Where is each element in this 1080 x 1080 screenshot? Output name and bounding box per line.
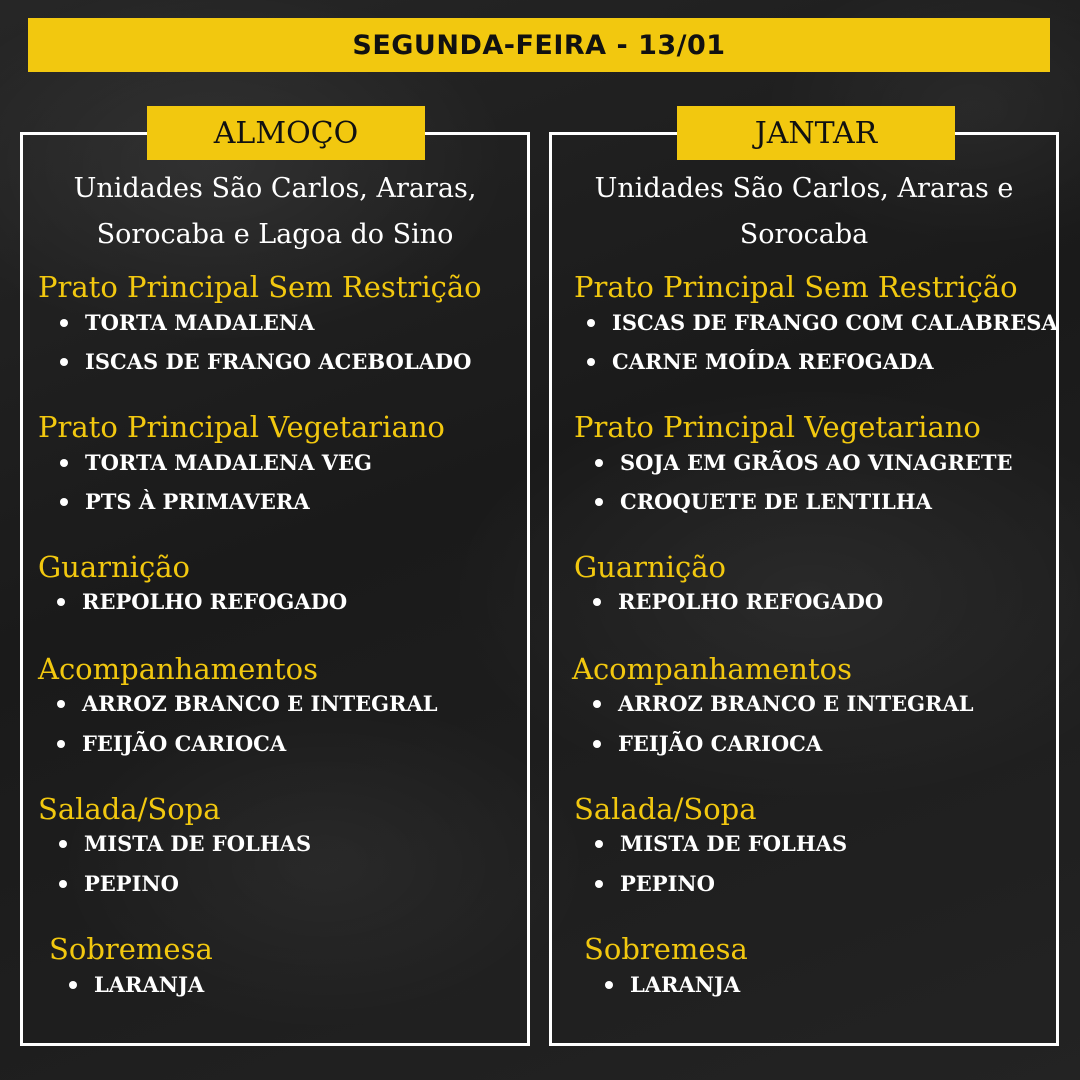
lunch-salad-item: MISTA DE FOLHAS xyxy=(59,831,311,857)
lunch-title: ALMOÇO xyxy=(147,106,425,160)
dinner-veg-item: CROQUETE DE LENTILHA xyxy=(595,489,932,515)
dinner-acc-item: ARROZ BRANCO E INTEGRAL xyxy=(593,691,974,717)
dinner-acc-item: FEIJÃO CARIOCA xyxy=(593,731,822,757)
lunch-dessert-heading: Sobremesa xyxy=(49,932,213,966)
lunch-units xyxy=(20,166,530,258)
lunch-acc-heading: Acompanhamentos xyxy=(38,652,318,686)
dinner-salad-item: PEPINO xyxy=(595,871,715,897)
dinner-main-item: CARNE MOÍDA REFOGADA xyxy=(587,349,934,375)
dinner-title: JANTAR xyxy=(677,106,955,160)
dinner-salad-item: MISTA DE FOLHAS xyxy=(595,831,847,857)
day-banner: SEGUNDA-FEIRA - 13/01 xyxy=(28,18,1050,72)
lunch-acc-item: FEIJÃO CARIOCA xyxy=(57,731,286,757)
dinner-side-item: REPOLHO REFOGADO xyxy=(593,589,883,615)
lunch-main-heading: Prato Principal Sem Restrição xyxy=(38,270,482,304)
lunch-units-line-2: Sorocaba e Lagoa do Sino xyxy=(96,219,454,250)
dinner-units-line-1: Unidades São Carlos, Araras e xyxy=(594,173,1014,204)
dinner-side-heading: Guarnição xyxy=(574,550,726,584)
dinner-dessert-heading: Sobremesa xyxy=(584,932,748,966)
dinner-units xyxy=(549,166,1059,258)
dinner-dessert-item: LARANJA xyxy=(605,972,740,998)
lunch-side-heading: Guarnição xyxy=(38,550,190,584)
dinner-acc-heading: Acompanhamentos xyxy=(572,652,852,686)
dinner-main-item: ISCAS DE FRANGO COM CALABRESA xyxy=(587,310,1058,336)
dinner-veg-heading: Prato Principal Vegetariano xyxy=(574,410,981,444)
lunch-acc-item: ARROZ BRANCO E INTEGRAL xyxy=(57,691,438,717)
lunch-veg-heading: Prato Principal Vegetariano xyxy=(38,410,445,444)
dinner-salad-heading: Salada/Sopa xyxy=(574,792,757,826)
lunch-main-item: ISCAS DE FRANGO ACEBOLADO xyxy=(60,349,471,375)
lunch-veg-item: TORTA MADALENA VEG xyxy=(60,450,372,476)
dinner-main-heading: Prato Principal Sem Restrição xyxy=(574,270,1018,304)
lunch-salad-item: PEPINO xyxy=(59,871,179,897)
lunch-veg-item: PTS À PRIMAVERA xyxy=(60,489,310,515)
dinner-units-line-2: Sorocaba xyxy=(739,219,869,250)
dinner-veg-item: SOJA EM GRÃOS AO VINAGRETE xyxy=(595,450,1013,476)
lunch-dessert-item: LARANJA xyxy=(69,972,204,998)
lunch-main-item: TORTA MADALENA xyxy=(60,310,314,336)
lunch-units-line-1: Unidades São Carlos, Araras, xyxy=(73,173,477,204)
lunch-side-item: REPOLHO REFOGADO xyxy=(57,589,347,615)
lunch-salad-heading: Salada/Sopa xyxy=(38,792,221,826)
